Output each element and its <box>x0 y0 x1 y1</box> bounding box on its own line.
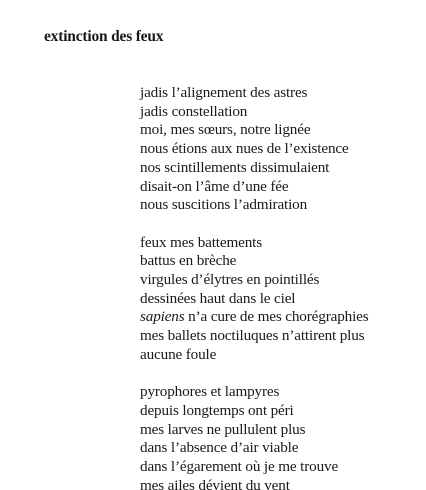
poem-line: jadis constellation <box>140 102 248 120</box>
poem-line: nous étions aux nues de l’existence <box>140 140 349 158</box>
poem-line: virgules d’élytres en pointillés <box>140 271 320 289</box>
poem-body <box>140 84 420 490</box>
poem-title: extinction des feux <box>44 28 164 45</box>
stanza-1 <box>140 84 420 215</box>
poem-line: dans l’absence d’air viable <box>140 439 299 457</box>
poem-line-rest: n’a cure de mes chorégraphies <box>184 308 369 326</box>
poem-line: moi, mes sœurs, notre lignée <box>140 121 311 139</box>
poem-line: pyrophores et lampyres <box>140 383 280 401</box>
poem-line: nous suscitions l’admiration <box>140 196 308 214</box>
poem-line: mes ballets noctiluques n’attirent plus <box>140 327 365 345</box>
poem-line: aucune foule <box>140 345 217 363</box>
poem-line: battus en brèche <box>140 252 237 270</box>
poem-line: nos scintillements dissimulaient <box>140 158 330 176</box>
poem-line: depuis longtemps ont péri <box>140 401 294 419</box>
poem-line-with-italic <box>140 308 420 327</box>
poem-line: feux mes battements <box>140 233 262 251</box>
poem-line: jadis l’alignement des astres <box>140 84 308 101</box>
poem-line: disait-on l’âme d’une fée <box>140 177 289 195</box>
poem-line: mes ailes dévient du vent <box>140 476 290 490</box>
stanza-3 <box>140 383 420 490</box>
poem-line: dessinées haut dans le ciel <box>140 289 296 307</box>
stanza-2 <box>140 234 420 365</box>
italic-word: sapiens <box>140 308 185 326</box>
poem-line: mes larves ne pullulent plus <box>140 420 306 438</box>
poem-line: dans l’égarement où je me trouve <box>140 458 339 476</box>
